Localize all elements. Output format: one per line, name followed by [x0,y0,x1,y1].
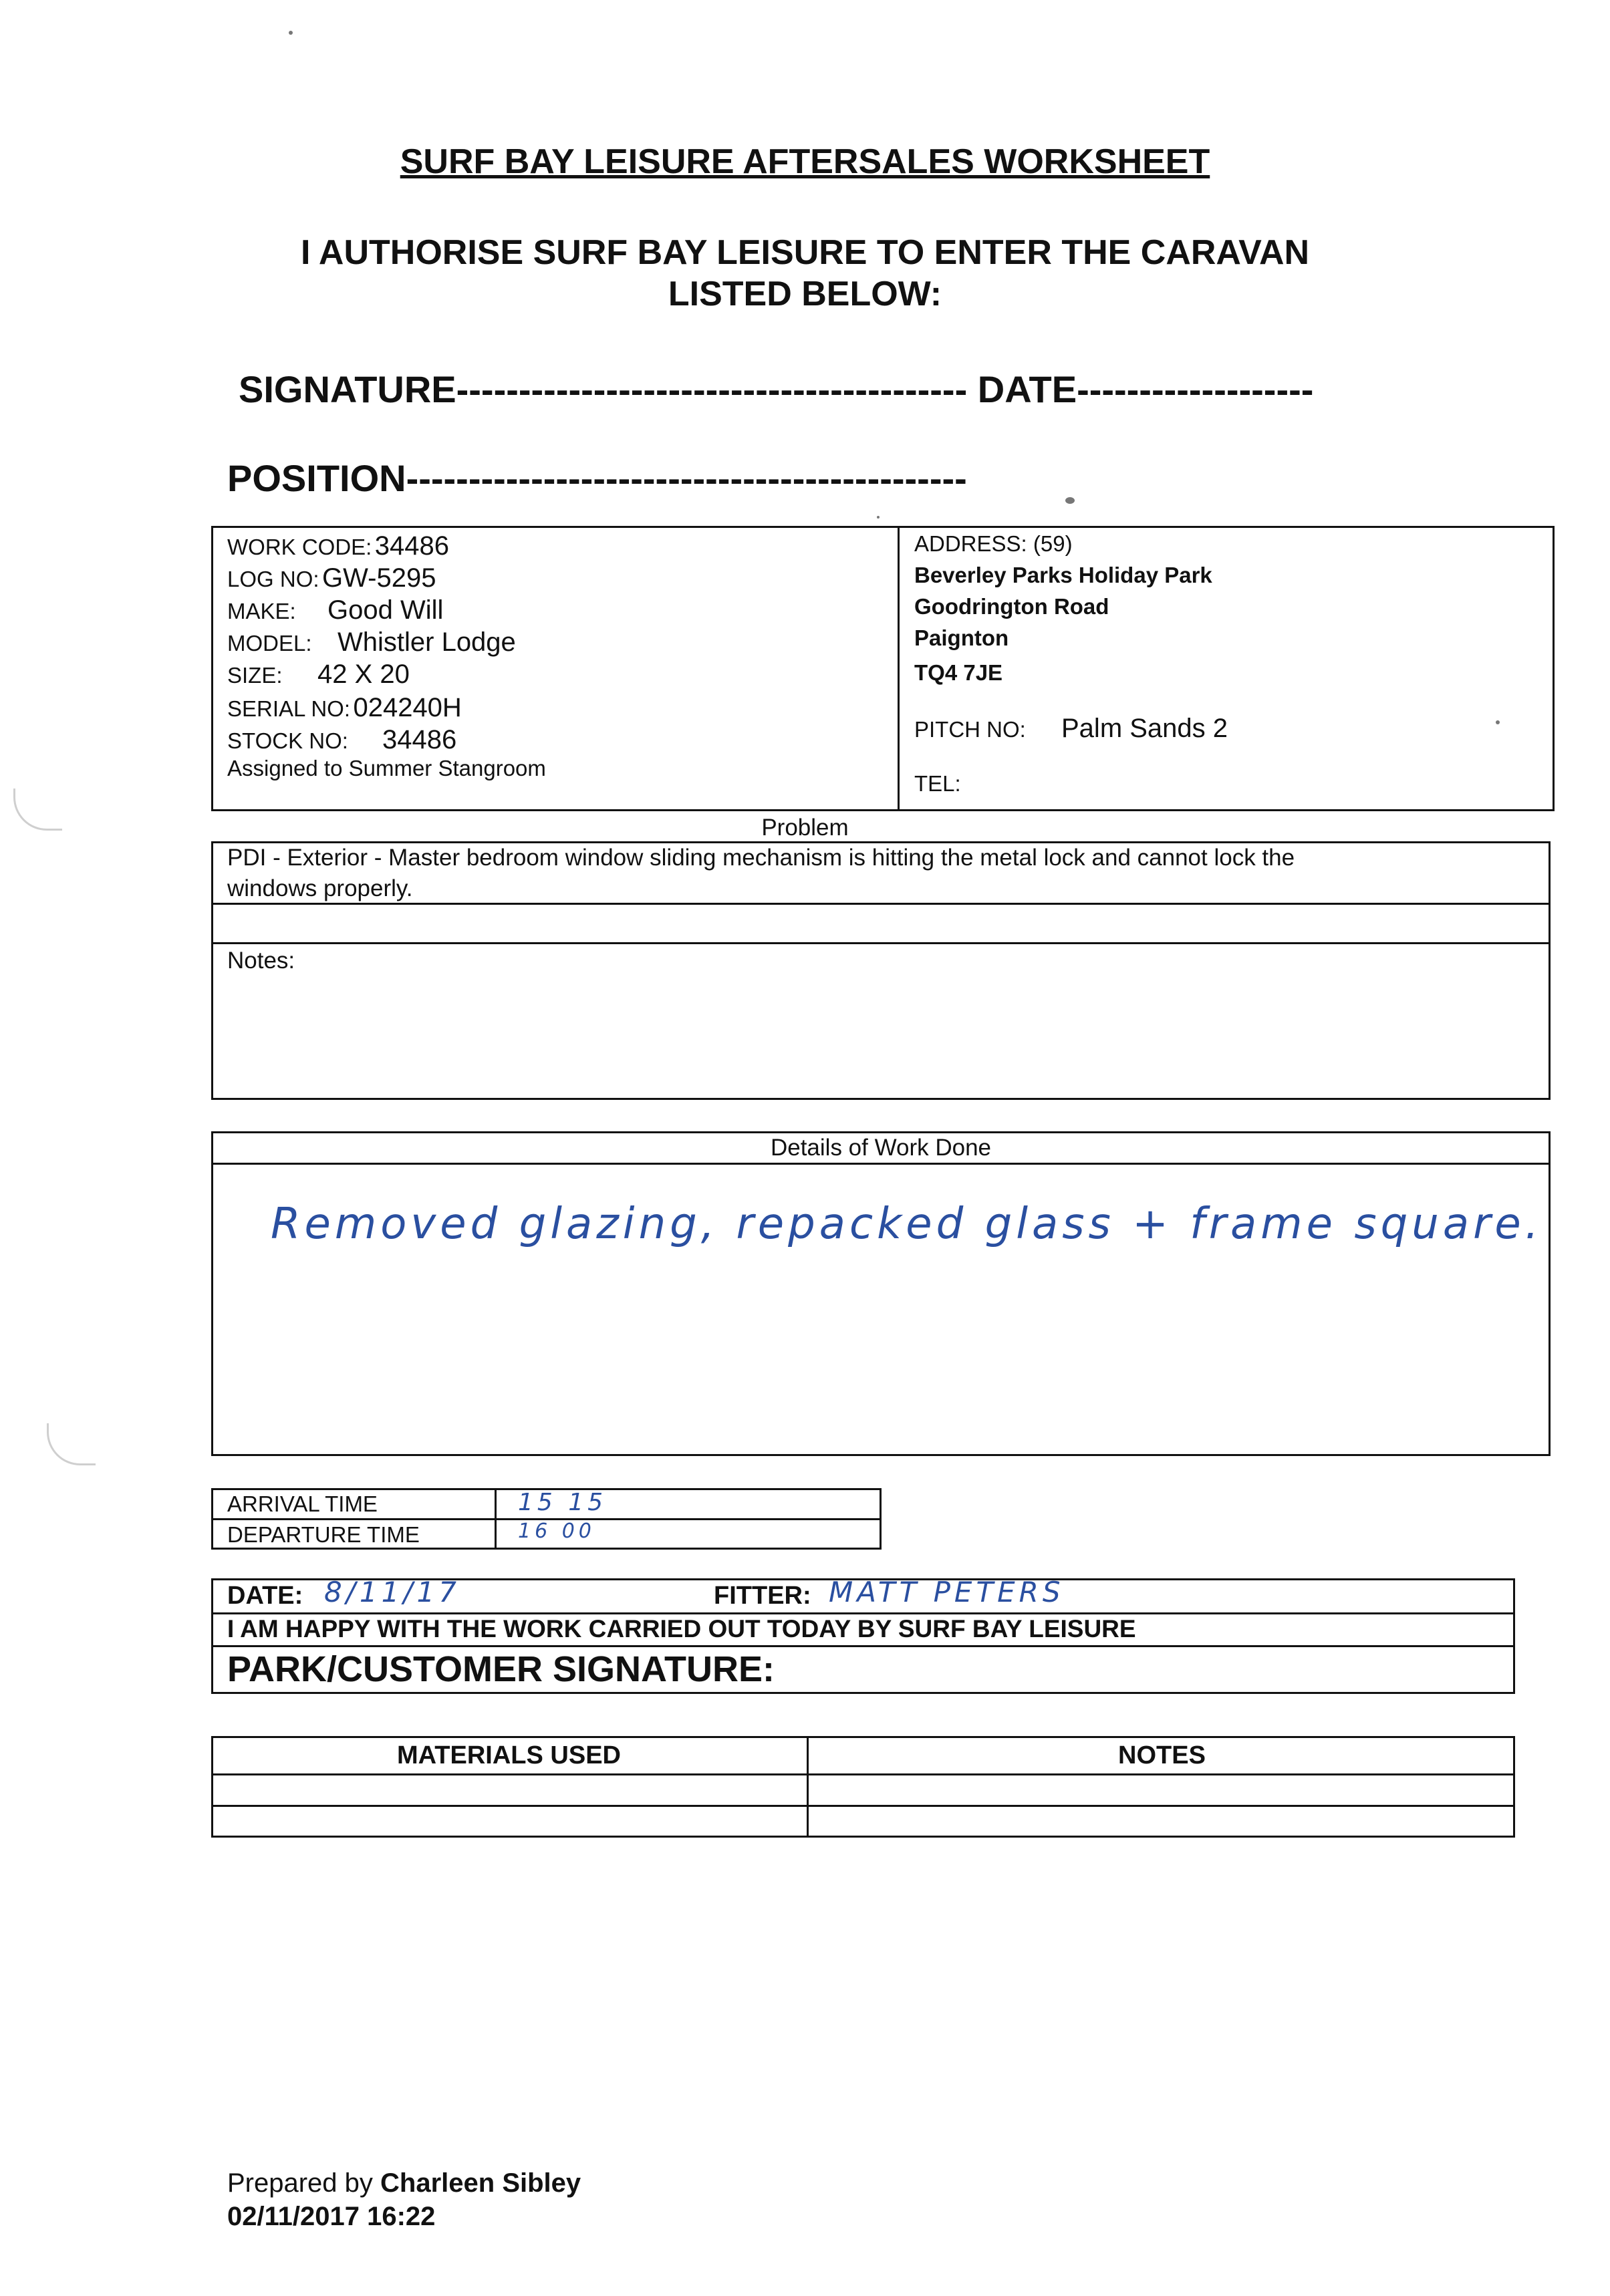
departure-time-value: 16 00 [518,1520,595,1543]
signoff-divider-2 [211,1645,1515,1647]
signoff-divider-1 [211,1612,1515,1614]
work-code-value: 34486 [374,531,450,561]
departure-label: DEPARTURE TIME [227,1522,420,1547]
serial-label: SERIAL NO: [227,696,350,721]
problem-heading: Problem [761,815,849,841]
punch-hole-mark [47,1423,96,1465]
authorisation-line-2: LISTED BELOW: [668,275,942,313]
notes-header: NOTES [1118,1741,1206,1769]
page-title: SURF BAY LEISURE AFTERSALES WORKSHEET [400,142,1210,181]
problem-divider-2 [211,942,1551,944]
signoff-date-label: DATE: [227,1582,303,1610]
scan-speck [877,516,880,519]
happy-statement: I AM HAPPY WITH THE WORK CARRIED OUT TODAY BY SURF BAY LEISURE [227,1615,1136,1642]
prepared-by [227,2168,581,2198]
scan-speck [1065,497,1075,504]
prepared-by-name: Charleen Sibley [380,2168,581,2198]
fitter-value: MATT PETERS [829,1576,1065,1608]
prepared-by-label: Prepared by [227,2168,373,2198]
work-done-heading: Details of Work Done [770,1135,992,1161]
work-done-box [211,1131,1551,1456]
serial-value: 024240H [353,693,462,722]
address-line-2: Goodrington Road [914,594,1109,619]
pitch-label: PITCH NO: [914,717,1026,742]
unit-details [227,531,546,781]
fitter-label: FITTER: [714,1582,811,1610]
size-label: SIZE: [227,663,283,688]
log-no-value: GW-5295 [321,563,436,593]
times-col-divider [495,1488,497,1550]
prepared-timestamp: 02/11/2017 16:22 [227,2202,436,2231]
make-value: Good Will [327,595,444,625]
make-label: MAKE: [227,599,296,623]
work-done-handwritten-text: Removed glazing, repacked glass + frame square. [271,1199,1543,1249]
unit-box-divider [898,526,900,811]
stock-value: 34486 [382,725,457,754]
tel-label: TEL: [914,771,961,796]
pitch-value: Palm Sands 2 [1061,714,1228,743]
problem-text-line-1: PDI - Exterior - Master bedroom window sliding mechanism is hitting the metal lock and cannot lock the [227,845,1295,871]
customer-signature-label: PARK/CUSTOMER SIGNATURE: [227,1649,775,1689]
size-value: 42 X 20 [317,660,410,689]
model-label: MODEL: [227,631,312,656]
problem-divider-1 [211,903,1551,905]
stock-label: STOCK NO: [227,728,348,753]
assigned-to: Assigned to Summer Stangroom [227,756,546,780]
scan-speck [289,31,293,35]
signoff-date-value: 8/11/17 [324,1576,460,1608]
arrival-label: ARRIVAL TIME [227,1491,378,1516]
materials-used-header: MATERIALS USED [397,1741,621,1769]
model-value: Whistler Lodge [338,627,516,657]
authorisation-statement [0,232,1610,315]
signature-date-line: SIGNATURE----------------------------------------- DATE------------------- [239,368,1314,410]
materials-row-divider-2 [211,1805,1515,1807]
authorisation-line-1: I AUTHORISE SURF BAY LEISURE TO ENTER THE CARAVAN [300,233,1310,272]
log-no-label: LOG NO: [227,567,319,591]
address-details [914,531,1228,797]
address-postcode: TQ4 7JE [914,660,1003,685]
work-done-divider [211,1163,1551,1165]
position-line: POSITION--------------------------------------------- [227,457,967,499]
materials-row-divider-1 [211,1773,1515,1775]
address-line-3: Paignton [914,625,1009,650]
work-code-label: WORK CODE: [227,535,372,559]
address-line-1: Beverley Parks Holiday Park [914,563,1212,587]
notes-label: Notes: [227,948,295,974]
problem-text-line-2: windows properly. [227,875,413,901]
arrival-time-value: 15 15 [518,1489,608,1516]
address-label: ADDRESS: (59) [914,531,1073,556]
